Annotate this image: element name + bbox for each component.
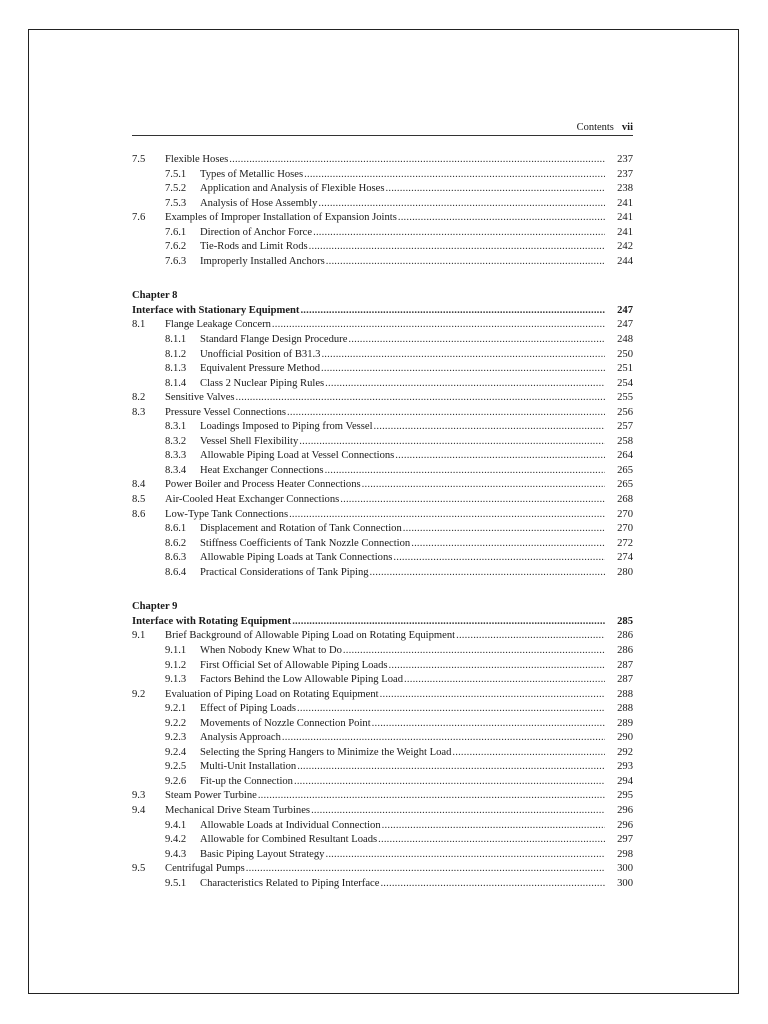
entry-body xyxy=(200,537,633,552)
subsection-entry xyxy=(132,760,633,775)
entry-number: 8.3.2 xyxy=(165,435,187,447)
entry-body xyxy=(200,377,633,392)
entry-page-number: 268 xyxy=(617,494,633,506)
entry-page-number: 265 xyxy=(617,464,633,476)
subsection-entry xyxy=(132,659,633,674)
dot-leader xyxy=(272,318,605,333)
entry-body xyxy=(200,833,633,848)
dot-leader xyxy=(246,862,605,877)
dot-leader xyxy=(374,420,605,435)
entry-title: Application and Analysis of Flexible Hoses xyxy=(200,183,385,195)
entry-body xyxy=(132,615,633,630)
subsection-entry xyxy=(132,833,633,848)
entry-page-number: 254 xyxy=(617,377,633,389)
entry-body xyxy=(200,673,633,688)
entry-number: 9.5.1 xyxy=(165,877,187,889)
entry-number: 8.1.3 xyxy=(165,363,187,375)
entry-title: Analysis Approach xyxy=(200,732,281,744)
dot-leader xyxy=(229,153,605,168)
entry-page-number: 241 xyxy=(617,197,633,209)
entry-body xyxy=(200,819,633,834)
dot-leader xyxy=(299,435,605,450)
entry-number: 8.4 xyxy=(132,479,146,491)
dot-leader xyxy=(380,688,605,703)
entry-page-number: 285 xyxy=(617,615,633,627)
entry-number: 9.1 xyxy=(132,630,146,642)
entry-page-number: 288 xyxy=(617,703,633,715)
entry-title: Selecting the Spring Hangers to Minimize the Weight Load xyxy=(200,746,452,758)
dot-leader xyxy=(343,644,605,659)
entry-number: 8.3.3 xyxy=(165,450,187,462)
dot-leader xyxy=(311,804,605,819)
dot-leader xyxy=(362,478,605,493)
section-entry xyxy=(132,508,633,523)
entry-body xyxy=(200,566,633,581)
section-entry xyxy=(132,211,633,226)
entry-body xyxy=(165,153,633,168)
dot-leader xyxy=(309,240,605,255)
subsection-entry xyxy=(132,877,633,892)
entry-page-number: 248 xyxy=(617,334,633,346)
subsection-entry xyxy=(132,348,633,363)
section-entry xyxy=(132,688,633,703)
entry-body xyxy=(165,629,633,644)
entry-number: 7.5.2 xyxy=(165,183,187,195)
entry-number: 7.6 xyxy=(132,212,146,224)
entry-page-number: 298 xyxy=(617,848,633,860)
chapter-title-entry xyxy=(132,615,633,630)
dot-leader xyxy=(393,551,605,566)
entry-page-number: 293 xyxy=(617,761,633,773)
subsection-entry xyxy=(132,522,633,537)
entry-body xyxy=(200,659,633,674)
header-rule xyxy=(132,135,633,136)
entry-page-number: 255 xyxy=(617,392,633,404)
entry-number: 8.1.1 xyxy=(165,334,187,346)
entry-body xyxy=(200,240,633,255)
entry-title: Movements of Nozzle Connection Point xyxy=(200,717,371,729)
entry-number: 9.2 xyxy=(132,688,146,700)
dot-leader xyxy=(292,615,605,630)
entry-page-number: 237 xyxy=(617,154,633,165)
entry-body xyxy=(200,333,633,348)
entry-title: Allowable Piping Loads at Tank Connections xyxy=(200,552,393,564)
entry-body xyxy=(132,304,633,319)
entry-title: Unofficial Position of B31.3 xyxy=(200,348,321,360)
subsection-entry xyxy=(132,435,633,450)
entry-title: Mechanical Drive Steam Turbines xyxy=(165,804,311,816)
dot-leader xyxy=(321,348,605,363)
entry-page-number: 290 xyxy=(617,732,633,744)
entry-number: 9.4.3 xyxy=(165,848,187,860)
entry-number: 9.1.1 xyxy=(165,644,187,656)
entry-title: Interface with Stationary Equipment xyxy=(132,304,300,316)
dot-leader xyxy=(348,333,605,348)
entry-number: 8.3.4 xyxy=(165,464,187,476)
entry-number: 7.6.1 xyxy=(165,226,187,238)
entry-number: 9.5 xyxy=(132,863,146,875)
entry-number: 9.1.3 xyxy=(165,674,187,686)
entry-body xyxy=(200,746,633,761)
section-entry xyxy=(132,789,633,804)
entry-body xyxy=(200,435,633,450)
subsection-entry xyxy=(132,226,633,241)
dot-leader xyxy=(403,522,605,537)
entry-body xyxy=(200,420,633,435)
entry-page-number: 238 xyxy=(617,183,633,195)
entry-page-number: 294 xyxy=(617,775,633,787)
entry-body xyxy=(200,449,633,464)
entry-page-number: 274 xyxy=(617,552,633,564)
entry-body xyxy=(165,406,633,421)
entry-body xyxy=(165,493,633,508)
entry-number: 8.3 xyxy=(132,406,146,418)
subsection-entry xyxy=(132,168,633,183)
dot-leader xyxy=(297,702,605,717)
dot-leader xyxy=(318,197,605,212)
running-head xyxy=(132,121,633,134)
entry-body xyxy=(200,464,633,479)
entry-title: Allowable Loads at Individual Connection xyxy=(200,819,381,831)
dot-leader xyxy=(289,508,605,523)
subsection-entry xyxy=(132,377,633,392)
dot-leader xyxy=(370,566,605,581)
entry-number: 8.3.1 xyxy=(165,421,187,433)
subsection-entry xyxy=(132,182,633,197)
entry-page-number: 272 xyxy=(617,537,633,549)
subsection-entry xyxy=(132,449,633,464)
section-entry xyxy=(132,804,633,819)
entry-page-number: 241 xyxy=(617,212,633,224)
entry-body xyxy=(200,255,633,270)
entry-title: When Nobody Knew What to Do xyxy=(200,644,342,656)
subsection-entry xyxy=(132,644,633,659)
entry-page-number: 287 xyxy=(617,674,633,686)
dot-leader xyxy=(325,377,605,392)
dot-leader xyxy=(304,168,605,183)
entry-title: Fit-up the Connection xyxy=(200,775,293,787)
subsection-entry xyxy=(132,566,633,581)
entry-title: Types of Metallic Hoses xyxy=(200,168,304,180)
entry-page-number: 286 xyxy=(617,644,633,656)
dot-leader xyxy=(452,746,605,761)
entry-body xyxy=(165,508,633,523)
entry-number: 9.2.1 xyxy=(165,703,187,715)
entry-title: Effect of Piping Loads xyxy=(200,703,297,715)
entry-body xyxy=(200,644,633,659)
entry-page-number: 250 xyxy=(617,348,633,360)
entry-title: Steam Power Turbine xyxy=(165,790,257,802)
entry-page-number: 257 xyxy=(617,421,633,433)
subsection-entry xyxy=(132,731,633,746)
entry-body xyxy=(200,226,633,241)
dot-leader xyxy=(325,464,605,479)
entry-title: Practical Considerations of Tank Piping xyxy=(200,566,369,578)
entry-page-number: 251 xyxy=(617,363,633,375)
entry-title: Tie-Rods and Limit Rods xyxy=(200,241,308,253)
entry-number: 7.5.3 xyxy=(165,197,187,209)
entry-title: Interface with Rotating Equipment xyxy=(132,615,292,627)
entry-number: 9.4.1 xyxy=(165,819,187,831)
entry-number: 9.2.5 xyxy=(165,761,187,773)
entry-number: 8.6.3 xyxy=(165,552,187,564)
subsection-entry xyxy=(132,775,633,790)
entry-body xyxy=(200,775,633,790)
dot-leader xyxy=(386,182,606,197)
entry-number: 8.6.2 xyxy=(165,537,187,549)
running-head-page-number: vii xyxy=(621,122,633,133)
entry-page-number: 265 xyxy=(617,479,633,491)
entry-number: 9.2.4 xyxy=(165,746,187,758)
entry-number: 8.6.4 xyxy=(165,566,187,578)
subsection-entry xyxy=(132,848,633,863)
entry-title: Sensitive Valves xyxy=(165,392,235,404)
entry-page-number: 241 xyxy=(617,226,633,238)
entry-body xyxy=(200,731,633,746)
running-head-title: Contents xyxy=(576,122,614,133)
entry-body xyxy=(200,182,633,197)
entry-body xyxy=(165,862,633,877)
subsection-entry xyxy=(132,362,633,377)
entry-number: 8.1.2 xyxy=(165,348,187,360)
section-entry xyxy=(132,406,633,421)
entry-body xyxy=(200,362,633,377)
entry-body xyxy=(200,717,633,732)
entry-number: 8.6 xyxy=(132,508,146,520)
entry-number: 8.6.1 xyxy=(165,523,187,535)
entry-page-number: 270 xyxy=(617,523,633,535)
entry-page-number: 288 xyxy=(617,688,633,700)
entry-title: Pressure Vessel Connections xyxy=(165,406,287,418)
entry-title: Class 2 Nuclear Piping Rules xyxy=(200,377,325,389)
entry-body xyxy=(165,789,633,804)
subsection-entry xyxy=(132,197,633,212)
entry-title: Examples of Improper Installation of Expansion Joints xyxy=(165,212,397,224)
subsection-entry xyxy=(132,255,633,270)
entry-page-number: 280 xyxy=(617,566,633,578)
entry-title: Allowable Piping Load at Vessel Connections xyxy=(200,450,395,462)
section-entry xyxy=(132,391,633,406)
entry-number: 9.1.2 xyxy=(165,659,187,671)
dot-leader xyxy=(382,819,605,834)
dot-leader xyxy=(282,731,605,746)
entry-body xyxy=(165,804,633,819)
entry-title: Multi-Unit Installation xyxy=(200,761,297,773)
subsection-entry xyxy=(132,240,633,255)
subsection-entry xyxy=(132,702,633,717)
dot-leader xyxy=(297,760,605,775)
entry-title: Direction of Anchor Force xyxy=(200,226,313,238)
entry-body xyxy=(200,522,633,537)
entry-number: 8.1 xyxy=(132,319,146,331)
dot-leader xyxy=(326,255,605,270)
subsection-entry xyxy=(132,464,633,479)
entry-title: Flange Leakage Concern xyxy=(165,319,271,331)
entry-number: 9.2.3 xyxy=(165,732,187,744)
entry-body xyxy=(200,702,633,717)
dot-leader xyxy=(313,226,605,241)
entry-page-number: 289 xyxy=(617,717,633,729)
table-of-contents xyxy=(132,153,633,891)
dot-leader xyxy=(287,406,605,421)
entry-number: 7.5.1 xyxy=(165,168,187,180)
dot-leader xyxy=(456,629,605,644)
entry-number: 8.5 xyxy=(132,494,146,506)
entry-body xyxy=(200,551,633,566)
entry-title: Stiffness Coefficients of Tank Nozzle Connection xyxy=(200,537,411,549)
entry-title: Power Boiler and Process Heater Connections xyxy=(165,479,361,491)
entry-page-number: 296 xyxy=(617,819,633,831)
entry-number: 7.6.3 xyxy=(165,255,187,267)
entry-page-number: 300 xyxy=(617,877,633,889)
entry-body xyxy=(165,211,633,226)
entry-page-number: 292 xyxy=(617,746,633,758)
entry-page-number: 296 xyxy=(617,804,633,816)
entry-body xyxy=(200,197,633,212)
subsection-entry xyxy=(132,551,633,566)
entry-page-number: 300 xyxy=(617,863,633,875)
subsection-entry xyxy=(132,333,633,348)
section-entry xyxy=(132,153,633,168)
entry-number: 9.4.2 xyxy=(165,834,187,846)
entry-body xyxy=(200,848,633,863)
dot-leader xyxy=(378,833,605,848)
entry-number: 7.6.2 xyxy=(165,241,187,253)
entry-page-number: 295 xyxy=(617,790,633,802)
dot-leader xyxy=(300,304,605,319)
entry-title: Vessel Shell Flexibility xyxy=(200,435,299,447)
entry-number: 9.2.6 xyxy=(165,775,187,787)
dot-leader xyxy=(404,673,605,688)
entry-page-number: 270 xyxy=(617,508,633,520)
entry-body xyxy=(165,391,633,406)
dot-leader xyxy=(294,775,605,790)
section-entry xyxy=(132,318,633,333)
subsection-entry xyxy=(132,537,633,552)
dot-leader xyxy=(372,717,605,732)
entry-title: Low-Type Tank Connections xyxy=(165,508,289,520)
dot-leader xyxy=(380,877,605,892)
entry-number: 9.4 xyxy=(132,804,146,816)
entry-number: 7.5 xyxy=(132,154,146,165)
dot-leader xyxy=(321,362,605,377)
dot-leader xyxy=(258,789,605,804)
entry-page-number: 286 xyxy=(617,630,633,642)
entry-title: Displacement and Rotation of Tank Connection xyxy=(200,523,402,535)
entry-page-number: 258 xyxy=(617,435,633,447)
entry-title: Basic Piping Layout Strategy xyxy=(200,848,325,860)
entry-page-number: 256 xyxy=(617,406,633,418)
entry-title: First Official Set of Allowable Piping Loads xyxy=(200,659,388,671)
chapter-label: Chapter 9 xyxy=(132,601,178,613)
dot-leader xyxy=(325,848,605,863)
section-gap xyxy=(132,580,633,600)
subsection-entry xyxy=(132,420,633,435)
entry-page-number: 237 xyxy=(617,168,633,180)
entry-page-number: 287 xyxy=(617,659,633,671)
entry-title: Equivalent Pressure Method xyxy=(200,363,321,375)
section-entry xyxy=(132,493,633,508)
entry-body xyxy=(165,478,633,493)
entry-page-number: 247 xyxy=(617,319,633,331)
entry-body xyxy=(165,688,633,703)
entry-title: Evaluation of Piping Load on Rotating Equipment xyxy=(165,688,379,700)
entry-title: Heat Exchanger Connections xyxy=(200,464,324,476)
entry-number: 8.2 xyxy=(132,392,146,404)
dot-leader xyxy=(395,449,605,464)
entry-body xyxy=(165,318,633,333)
chapter-title-entry xyxy=(132,304,633,319)
subsection-entry xyxy=(132,673,633,688)
entry-page-number: 297 xyxy=(617,834,633,846)
entry-number: 8.1.4 xyxy=(165,377,187,389)
entry-page-number: 264 xyxy=(617,450,633,462)
subsection-entry xyxy=(132,746,633,761)
entry-body xyxy=(200,168,633,183)
entry-body xyxy=(200,348,633,363)
dot-leader xyxy=(389,659,605,674)
dot-leader xyxy=(236,391,605,406)
entry-number: 9.2.2 xyxy=(165,717,187,729)
entry-title: Loadings Imposed to Piping from Vessel xyxy=(200,421,373,433)
entry-page-number: 242 xyxy=(617,241,633,253)
entry-title: Analysis of Hose Assembly xyxy=(200,197,318,209)
entry-title: Centrifugal Pumps xyxy=(165,863,245,875)
entry-title: Standard Flange Design Procedure xyxy=(200,334,348,346)
entry-title: Factors Behind the Low Allowable Piping Load xyxy=(200,674,404,686)
entry-page-number: 247 xyxy=(617,304,633,316)
subsection-entry xyxy=(132,819,633,834)
entry-title: Flexible Hoses xyxy=(165,154,229,165)
dot-leader xyxy=(411,537,605,552)
entry-title: Air-Cooled Heat Exchanger Connections xyxy=(165,494,340,506)
section-entry xyxy=(132,862,633,877)
section-gap xyxy=(132,269,633,289)
dot-leader xyxy=(398,211,605,226)
entry-body xyxy=(200,877,633,892)
entry-title: Allowable for Combined Resultant Loads xyxy=(200,834,378,846)
entry-body xyxy=(200,760,633,775)
chapter-label: Chapter 8 xyxy=(132,290,178,302)
entry-title: Brief Background of Allowable Piping Load on Rotating Equipment xyxy=(165,630,456,642)
section-entry xyxy=(132,629,633,644)
entry-page-number: 244 xyxy=(617,255,633,267)
section-entry xyxy=(132,478,633,493)
subsection-entry xyxy=(132,717,633,732)
entry-number: 9.3 xyxy=(132,790,146,802)
dot-leader xyxy=(340,493,605,508)
entry-title: Characteristics Related to Piping Interface xyxy=(200,877,380,889)
entry-title: Improperly Installed Anchors xyxy=(200,255,325,267)
